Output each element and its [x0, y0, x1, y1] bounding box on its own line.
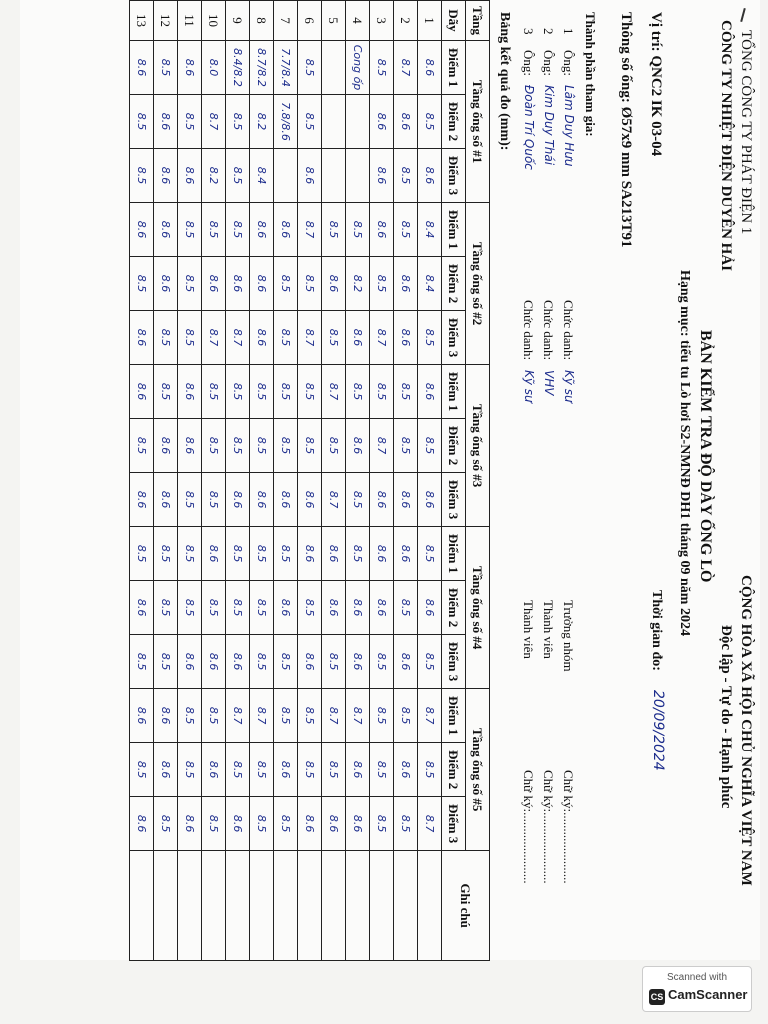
note-cell	[178, 851, 202, 961]
group-header: Tầng ống số #4	[466, 527, 490, 689]
point-header: Điểm 1	[442, 365, 466, 419]
participant-role-label: Chức danh:	[521, 300, 536, 361]
org-line1: TỔNG CÔNG TY PHÁT ĐIỆN 1	[738, 30, 754, 235]
measurement-cell: 8.5	[370, 743, 394, 797]
measurement-cell: 8.5	[418, 635, 442, 689]
participant-role: Kỹ sư	[522, 370, 536, 403]
measurement-cell: 8.2	[202, 149, 226, 203]
measurement-cell: 8.5	[346, 365, 370, 419]
row-day: 3	[370, 1, 394, 41]
group-header: Tầng ống số #2	[466, 203, 490, 365]
measurement-cell: 8.5	[250, 581, 274, 635]
measurement-cell: 8.7	[322, 689, 346, 743]
measurement-cell	[322, 149, 346, 203]
measurement-cell: 8.6	[274, 581, 298, 635]
table-row	[202, 1, 226, 961]
point-header: Điểm 3	[442, 797, 466, 851]
measurement-cell: 8.5	[130, 743, 154, 797]
measurement-cell: 8.6	[394, 743, 418, 797]
measurement-cell: 8.5	[370, 635, 394, 689]
camscanner-badge	[642, 966, 752, 1012]
measurement-cell: 8.5	[274, 527, 298, 581]
measurement-cell: 8.5	[394, 203, 418, 257]
measurement-cell: 8.7	[226, 689, 250, 743]
participant-role: Kỹ sư	[562, 370, 576, 403]
measurement-cell: 8.5	[178, 257, 202, 311]
measurement-cell: 8.5	[370, 41, 394, 95]
measurement-cell: 8.5	[202, 203, 226, 257]
measurement-cell: 8.6	[202, 635, 226, 689]
table-row	[130, 1, 154, 961]
measurement-cell: 8.7	[322, 473, 346, 527]
measurement-cell: 8.6	[178, 149, 202, 203]
participant-no: 3	[521, 28, 536, 35]
measurement-cell: 8.6	[298, 149, 322, 203]
measurement-cell: 8.5	[298, 41, 322, 95]
measurement-cell: 8.6	[250, 311, 274, 365]
measurement-cell: 8.5	[298, 365, 322, 419]
measurement-cell: 8.2	[250, 95, 274, 149]
measurement-cell: 8.6	[250, 257, 274, 311]
measurement-cell: 8.4/8.2	[226, 41, 250, 95]
measurement-cell: 8.5	[322, 743, 346, 797]
measurement-cell: 8.6	[226, 473, 250, 527]
measurement-cell: 8.7/8.2	[250, 41, 274, 95]
point-header: Điểm 2	[442, 257, 466, 311]
rotated-document	[20, 0, 760, 960]
measurement-cell: 8.6	[178, 797, 202, 851]
measurement-cell: 8.5	[154, 581, 178, 635]
measurement-cell: 8.6	[202, 527, 226, 581]
row-day: 8	[250, 1, 274, 41]
measurement-cell: 8.6	[322, 797, 346, 851]
time-label: Thời gian đo:	[649, 590, 664, 671]
measurement-cell: 8.5	[226, 95, 250, 149]
measurement-cell: 8.5	[394, 797, 418, 851]
measurement-cell: 8.5	[394, 149, 418, 203]
measurement-cell: 8.5	[274, 797, 298, 851]
measurement-cell: 8.6	[154, 689, 178, 743]
row-day: 4	[346, 1, 370, 41]
measurement-cell: 8.6	[418, 149, 442, 203]
point-header: Điểm 2	[442, 581, 466, 635]
measurement-cell: 8.5	[178, 527, 202, 581]
measurement-cell: 8.6	[346, 419, 370, 473]
row-day: 12	[154, 1, 178, 41]
measurement-cell	[346, 95, 370, 149]
table-row	[346, 1, 370, 961]
point-header: Điểm 3	[442, 149, 466, 203]
note-cell	[394, 851, 418, 961]
measurement-cell: 8.5	[178, 689, 202, 743]
measurement-cell: 8.5	[226, 419, 250, 473]
participant-role-label: Chức danh:	[561, 300, 576, 361]
pipe-spec: Thông số ống: Ø57x9 mm SA213T91	[618, 12, 634, 248]
note-cell	[418, 851, 442, 961]
point-header: Điểm 1	[442, 689, 466, 743]
measurement-cell: 8.5	[394, 689, 418, 743]
measurement-cell: 8.5	[346, 203, 370, 257]
measurement-cell: 8.5	[394, 581, 418, 635]
measurement-cell: 8.6	[130, 365, 154, 419]
measurement-cell: 8.5	[370, 365, 394, 419]
point-header: Điểm 3	[442, 473, 466, 527]
measurement-cell: 8.6	[370, 149, 394, 203]
row-day: 7	[274, 1, 298, 41]
measurement-cell: 8.7	[370, 311, 394, 365]
measurement-cell: 8.5	[250, 797, 274, 851]
measurement-cell: 8.7	[250, 689, 274, 743]
measurement-cell: 8.0	[202, 41, 226, 95]
measurement-cell: 8.7	[418, 689, 442, 743]
measurement-cell	[274, 149, 298, 203]
measurement-cell: 8.6	[370, 527, 394, 581]
measurement-cell: 8.5	[250, 743, 274, 797]
measurement-cell: 8.5	[394, 419, 418, 473]
measurement-cell: 8.6	[130, 689, 154, 743]
measurement-cell: 8.4	[250, 149, 274, 203]
measurement-cell: 8.7	[202, 311, 226, 365]
measurement-cell: 8.7	[346, 689, 370, 743]
measurement-cell: 8.6	[394, 95, 418, 149]
col-header-note: Ghi chú	[442, 851, 490, 961]
participant-name: Kim Duy Thái	[542, 85, 556, 166]
measurement-cell: 8.5	[274, 419, 298, 473]
measurement-cell: 8.5	[130, 419, 154, 473]
group-header: Tầng ống số #5	[466, 689, 490, 851]
measurement-cell: 8.5	[226, 149, 250, 203]
measurement-cell: 8.6	[274, 743, 298, 797]
measurement-cell: 8.7	[418, 797, 442, 851]
measurement-cell: 8.6	[154, 257, 178, 311]
measurement-cell: 8.6	[346, 743, 370, 797]
measurement-cell: 8.6	[418, 581, 442, 635]
measurement-cell: 8.5	[202, 689, 226, 743]
row-day: 1	[418, 1, 442, 41]
point-header: Điểm 3	[442, 635, 466, 689]
measurement-cell: 8.5	[178, 473, 202, 527]
note-cell	[250, 851, 274, 961]
point-header: Điểm 3	[442, 311, 466, 365]
measurement-cell: 8.6	[202, 743, 226, 797]
measurement-cell: 8.6	[346, 635, 370, 689]
table-row	[226, 1, 250, 961]
measurement-cell: 8.5	[298, 419, 322, 473]
measurement-cell: 8.5	[322, 635, 346, 689]
table-point-header	[442, 1, 466, 961]
point-header: Điểm 1	[442, 203, 466, 257]
measurement-cell: 8.6	[370, 581, 394, 635]
measurement-cell: 8.6	[298, 797, 322, 851]
row-day: 2	[394, 1, 418, 41]
measurement-cell: 8.5	[394, 365, 418, 419]
measurement-cell: 8.5	[274, 365, 298, 419]
measurement-cell: 8.5	[274, 689, 298, 743]
measurement-cell: 8.6	[274, 473, 298, 527]
measurement-cell: 8.7	[298, 311, 322, 365]
measurement-cell: 8.6	[250, 203, 274, 257]
table-row	[322, 1, 346, 961]
measurement-cell: 8.5	[418, 527, 442, 581]
measurement-cell: 8.5	[154, 797, 178, 851]
table-row	[154, 1, 178, 961]
measurement-cell: 8.6	[130, 311, 154, 365]
measurement-cell: 8.5	[130, 527, 154, 581]
measurement-cell: 8.6	[394, 473, 418, 527]
measurement-cell: Cong ốp	[346, 41, 370, 95]
note-cell	[346, 851, 370, 961]
measurement-cell: 8.5	[298, 257, 322, 311]
measurement-cell: 8.5	[370, 797, 394, 851]
participant-prefix: Ông:	[541, 50, 556, 76]
measurement-cell: 8.7	[322, 365, 346, 419]
measurement-table	[129, 0, 490, 961]
participant-role: VHV	[542, 370, 556, 396]
measurement-cell: 8.6	[370, 473, 394, 527]
participant-signature: Chữ ký:......................	[521, 770, 536, 884]
group-header: Tầng ống số #1	[466, 41, 490, 203]
measurement-cell: 8.5	[226, 527, 250, 581]
point-header: Điểm 2	[442, 419, 466, 473]
measurement-cell	[322, 95, 346, 149]
measurement-cell: 8.5	[298, 95, 322, 149]
scanned-with-label: Scanned with	[666, 972, 728, 983]
results-label: Bảng kết quả đo (mm):	[497, 12, 512, 151]
measurement-cell: 8.5	[250, 527, 274, 581]
measurement-cell: 8.5	[178, 743, 202, 797]
measurement-cell: 8.5	[178, 203, 202, 257]
participant-name: Đoàn Trí Quốc	[522, 85, 536, 170]
measurement-cell: 8.5	[418, 311, 442, 365]
measurement-cell: 8.5	[154, 311, 178, 365]
row-day: 5	[322, 1, 346, 41]
measurement-cell: 8.7	[298, 203, 322, 257]
measurement-cell: 8.5	[370, 689, 394, 743]
measurement-cell: 8.6	[394, 527, 418, 581]
measurement-cell: 8.5	[154, 41, 178, 95]
measurement-cell: 8.5	[178, 311, 202, 365]
measurement-cell: 8.6	[178, 41, 202, 95]
participant-prefix: Ông:	[521, 50, 536, 76]
measurement-cell: 8.5	[130, 95, 154, 149]
measurement-cell: 8.4	[418, 257, 442, 311]
measurement-cell: 8.5	[202, 797, 226, 851]
group-header: Tầng ống số #3	[466, 365, 490, 527]
measurement-cell: 8.7	[370, 419, 394, 473]
measurement-cell: 8.5	[226, 743, 250, 797]
measurement-cell: 8.6	[418, 365, 442, 419]
col-header-day: Dãy	[442, 1, 466, 41]
measurement-cell: 8.6	[226, 635, 250, 689]
row-day: 6	[298, 1, 322, 41]
participant-position: Thành viên	[541, 600, 556, 659]
measurement-cell: 8.6	[154, 473, 178, 527]
measurement-cell: 8.5	[226, 203, 250, 257]
measurement-cell: 8.5	[178, 581, 202, 635]
measurement-cell: 8.6	[130, 581, 154, 635]
measurement-cell: 8.5	[322, 419, 346, 473]
point-header: Điểm 1	[442, 41, 466, 95]
measurement-cell: 8.2	[346, 257, 370, 311]
measurement-cell: 7.8/8.6	[274, 95, 298, 149]
measurement-cell: 8.5	[322, 203, 346, 257]
camscanner-name: CamScanner	[668, 987, 748, 1002]
doc-title: BẢN KIỂM TRA ĐỘ DÀY ỐNG LÒ	[697, 330, 714, 583]
table-row	[298, 1, 322, 961]
table-body	[130, 1, 442, 961]
measurement-cell: 8.5	[130, 149, 154, 203]
table-row	[394, 1, 418, 961]
measurement-cell: 8.6	[322, 257, 346, 311]
work-item: Hạng mục: tiểu tu Lò hơi S2-NMNĐ DH1 tháng 09 năm 2024	[677, 270, 692, 636]
col-header-tang: Tầng	[466, 1, 490, 41]
row-day: 11	[178, 1, 202, 41]
measurement-cell: 8.5	[274, 257, 298, 311]
note-cell	[202, 851, 226, 961]
measurement-cell: 8.4	[418, 203, 442, 257]
table-row	[274, 1, 298, 961]
measurement-cell: 8.5	[178, 95, 202, 149]
measurement-cell: 8.5	[226, 365, 250, 419]
org-line2: CÔNG TY NHIỆT ĐIỆN DUYÊN HẢI	[718, 20, 734, 272]
measurement-cell: 8.6	[130, 41, 154, 95]
measurement-cell: 8.6	[226, 797, 250, 851]
note-cell	[322, 851, 346, 961]
measurement-cell: 8.5	[130, 635, 154, 689]
measurement-cell: 8.6	[178, 635, 202, 689]
table-row	[418, 1, 442, 961]
measurement-cell: 8.5	[130, 257, 154, 311]
point-header: Điểm 1	[442, 527, 466, 581]
note-cell	[130, 851, 154, 961]
measurement-cell: 8.6	[154, 743, 178, 797]
measurement-cell: 8.6	[394, 311, 418, 365]
measurement-cell: 8.6	[130, 203, 154, 257]
measurement-cell: 8.7	[226, 311, 250, 365]
note-cell	[274, 851, 298, 961]
measurement-cell: 8.6	[322, 581, 346, 635]
measurement-cell: 8.6	[370, 95, 394, 149]
note-cell	[298, 851, 322, 961]
measurement-cell: 8.5	[370, 257, 394, 311]
measurement-cell: 8.6	[298, 527, 322, 581]
measurement-cell: 8.5	[250, 419, 274, 473]
measurement-cell: 8.5	[346, 527, 370, 581]
measurement-cell: 8.5	[418, 743, 442, 797]
table-row	[250, 1, 274, 961]
table-group-header	[466, 1, 490, 961]
measurement-cell: 8.6	[250, 473, 274, 527]
measurement-cell: 8.6	[154, 203, 178, 257]
row-day: 13	[130, 1, 154, 41]
measurement-cell: 8.7	[202, 95, 226, 149]
participant-signature: Chữ ký:......................	[561, 770, 576, 884]
time-value: 20/09/2024	[650, 690, 666, 771]
measurement-cell: 8.5	[274, 311, 298, 365]
nation-line1: CỘNG HÒA XÃ HỘI CHỦ NGHĨA VIỆT NAM	[738, 575, 754, 886]
measurement-cell: 8.5	[154, 365, 178, 419]
measurement-cell: 8.6	[394, 257, 418, 311]
measurement-cell: 8.6	[298, 635, 322, 689]
measurement-cell: 8.5	[250, 635, 274, 689]
measurement-cell: 8.6	[418, 41, 442, 95]
measurement-cell: 8.5	[154, 635, 178, 689]
participant-position: Thành viên	[521, 600, 536, 659]
measurement-cell: 8.5	[322, 311, 346, 365]
measurement-cell: 7.7/8.4	[274, 41, 298, 95]
measurement-cell: 8.5	[418, 95, 442, 149]
measurement-cell: 8.6	[178, 365, 202, 419]
measurement-cell	[346, 149, 370, 203]
measurement-cell: 8.6	[370, 203, 394, 257]
participant-no: 2	[541, 28, 556, 35]
measurement-cell: 8.6	[394, 635, 418, 689]
measurement-cell: 8.6	[346, 311, 370, 365]
measurement-cell: 8.5	[154, 527, 178, 581]
measurement-cell: 8.5	[202, 581, 226, 635]
participant-prefix: Ông:	[561, 50, 576, 76]
measurement-cell: 8.6	[154, 149, 178, 203]
measurement-cell: 8.6	[178, 419, 202, 473]
note-cell	[370, 851, 394, 961]
measurement-cell: 8.6	[298, 473, 322, 527]
measurement-cell: 8.6	[274, 203, 298, 257]
participant-name: Lâm Duy Hưu	[562, 85, 576, 167]
measurement-cell: 8.7	[394, 41, 418, 95]
participant-role-label: Chức danh:	[541, 300, 556, 361]
participant-no: 1	[561, 28, 576, 35]
participant-position: Trưởng nhóm	[561, 600, 576, 672]
measurement-cell: 8.5	[202, 473, 226, 527]
participants-label: Thành phần tham gia:	[583, 12, 598, 137]
row-day: 9	[226, 1, 250, 41]
measurement-cell: 8.5	[250, 365, 274, 419]
camscanner-logo-icon: CS	[649, 989, 665, 1005]
measurement-cell: 8.6	[346, 797, 370, 851]
measurement-cell: 8.5	[226, 581, 250, 635]
table-row	[178, 1, 202, 961]
measurement-cell: 8.6	[130, 473, 154, 527]
measurement-cell: 8.6	[154, 95, 178, 149]
measurement-cell: 8.6	[346, 581, 370, 635]
measurement-cell: 8.5	[298, 689, 322, 743]
measurement-cell: 8.6	[202, 257, 226, 311]
measurement-cell: 8.5	[418, 419, 442, 473]
note-cell	[154, 851, 178, 961]
point-header: Điểm 2	[442, 95, 466, 149]
measurement-cell: 8.6	[130, 797, 154, 851]
measurement-cell: 8.5	[202, 365, 226, 419]
nation-line2: Độc lập - Tự do - Hạnh phúc	[718, 625, 734, 809]
measurement-cell: 8.6	[154, 419, 178, 473]
point-header: Điểm 2	[442, 743, 466, 797]
participant-signature: Chữ ký:......................	[541, 770, 556, 884]
measurement-cell: 8.5	[298, 743, 322, 797]
measurement-cell: 8.5	[274, 635, 298, 689]
measurement-cell: 8.6	[226, 257, 250, 311]
measurement-cell: 8.5	[346, 473, 370, 527]
measurement-cell: 8.6	[418, 473, 442, 527]
table-row	[370, 1, 394, 961]
measurement-cell: 8.6	[322, 527, 346, 581]
note-cell	[226, 851, 250, 961]
row-day: 10	[202, 1, 226, 41]
measurement-cell	[322, 41, 346, 95]
measurement-cell: 8.5	[202, 419, 226, 473]
measurement-cell: 8.5	[298, 581, 322, 635]
location: Vị trí: QNC2 IK 03-04	[648, 12, 664, 157]
